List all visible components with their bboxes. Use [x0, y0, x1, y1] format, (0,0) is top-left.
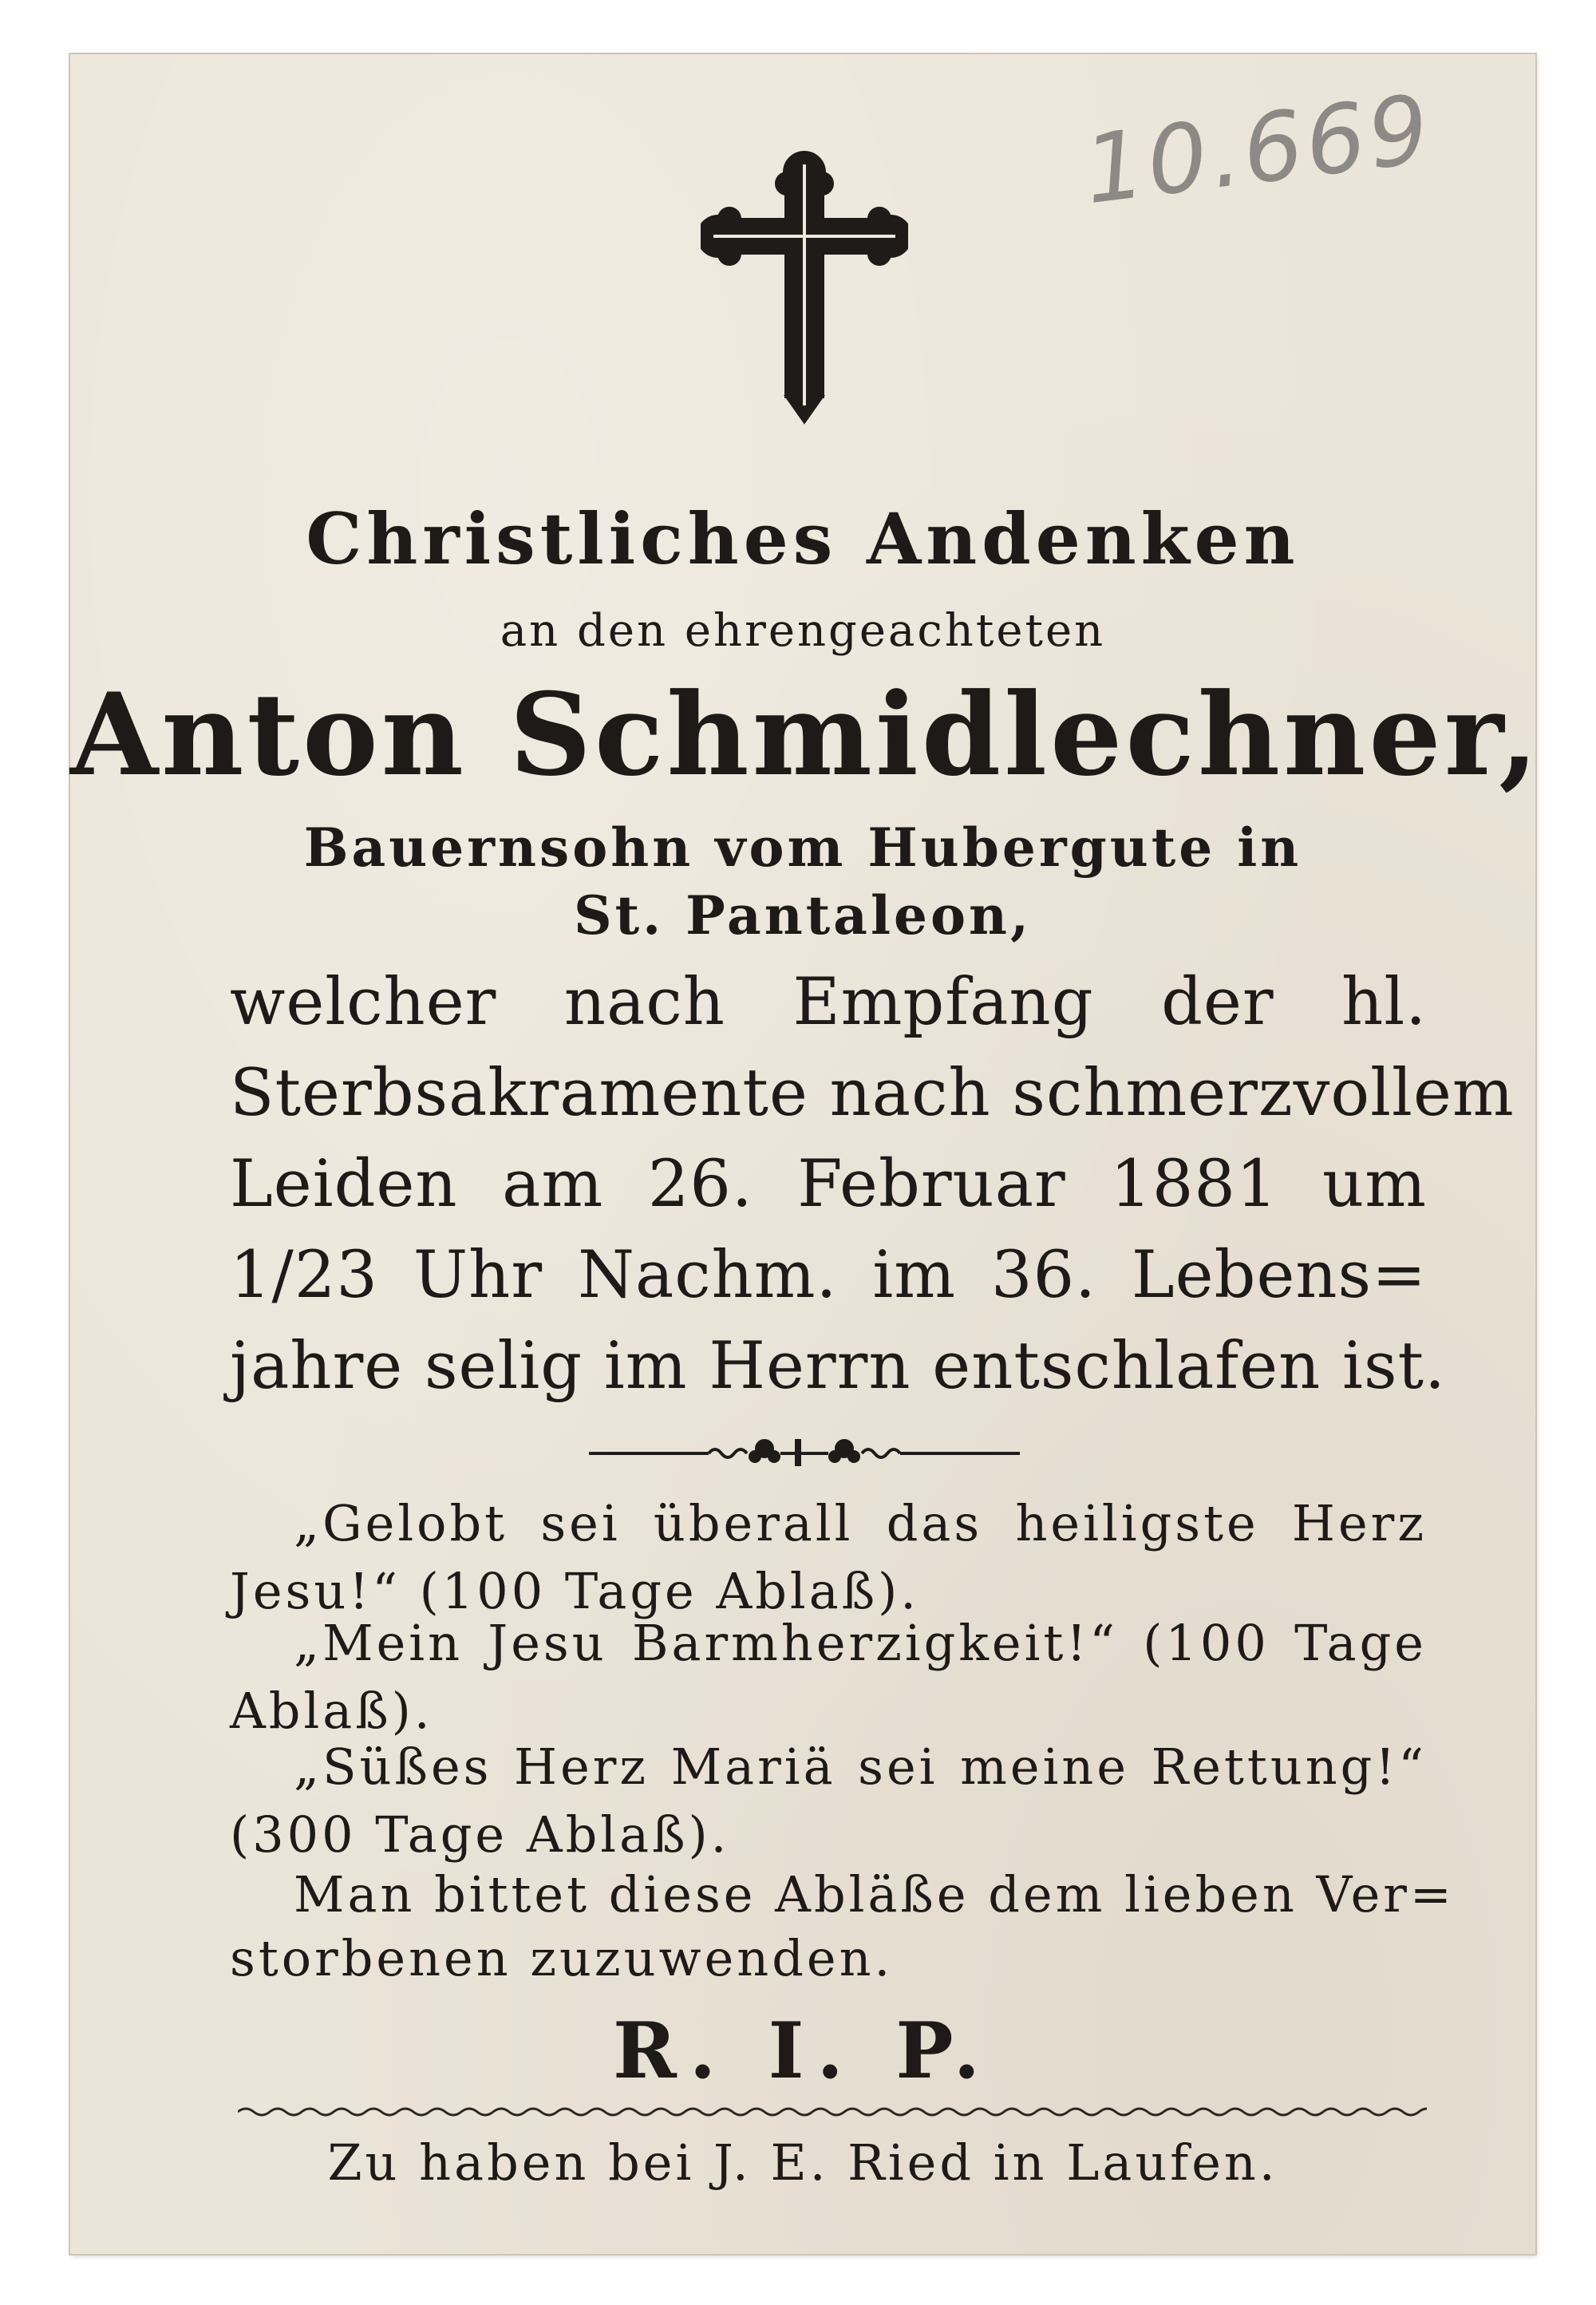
prayer-line: Ablaß).	[230, 1682, 433, 1740]
body-line: 1/23 Uhr Nachm. im 36. Lebens=	[230, 1238, 1427, 1313]
printer-imprint: Zu haben bei J. E. Ried in Laufen.	[327, 2133, 1278, 2192]
body-line: welcher nach Empfang der hl.	[230, 965, 1427, 1040]
prayer-line: „Süßes Herz Mariä sei meine Rettung!“	[294, 1738, 1427, 1796]
cross-icon	[701, 142, 908, 429]
prayer-line: „Mein Jesu Barmherzigkeit!“ (100 Tage	[294, 1614, 1427, 1672]
prayer-line: Man bittet diese Abläße dem lieben Ver=	[294, 1865, 1455, 1923]
heading: Christliches Andenken	[306, 497, 1300, 580]
prayer-line: (300 Tage Ablaß).	[230, 1805, 730, 1864]
wavy-rule	[238, 2104, 1427, 2120]
prayer-line: „Gelobt sei überall das heiligste Herz	[294, 1494, 1427, 1552]
ornament-divider-icon	[581, 1431, 1028, 1471]
body-line: jahre selig im Herrn entschlafen ist.	[230, 1329, 1446, 1404]
prayer-line: storbenen zuzuwenden.	[230, 1929, 894, 1987]
body-line: Leiden am 26. Februar 1881 um	[230, 1147, 1427, 1222]
archive-number: 10.669	[1078, 73, 1438, 226]
dedication: an den ehrengeachteten	[500, 605, 1106, 657]
memorial-card	[70, 54, 1542, 2254]
body-line: Sterbsakramente nach schmerzvollem	[230, 1056, 1515, 1131]
prayer-line: Jesu!“ (100 Tage Ablaß).	[230, 1562, 920, 1620]
rip-closing: R. I. P.	[612, 2006, 994, 2096]
deceased-name: Anton Schmidlechner,	[70, 669, 1542, 801]
description-line: Bauernsohn vom Hubergute in	[303, 816, 1302, 879]
description-line: St. Pantaleon,	[573, 884, 1032, 947]
